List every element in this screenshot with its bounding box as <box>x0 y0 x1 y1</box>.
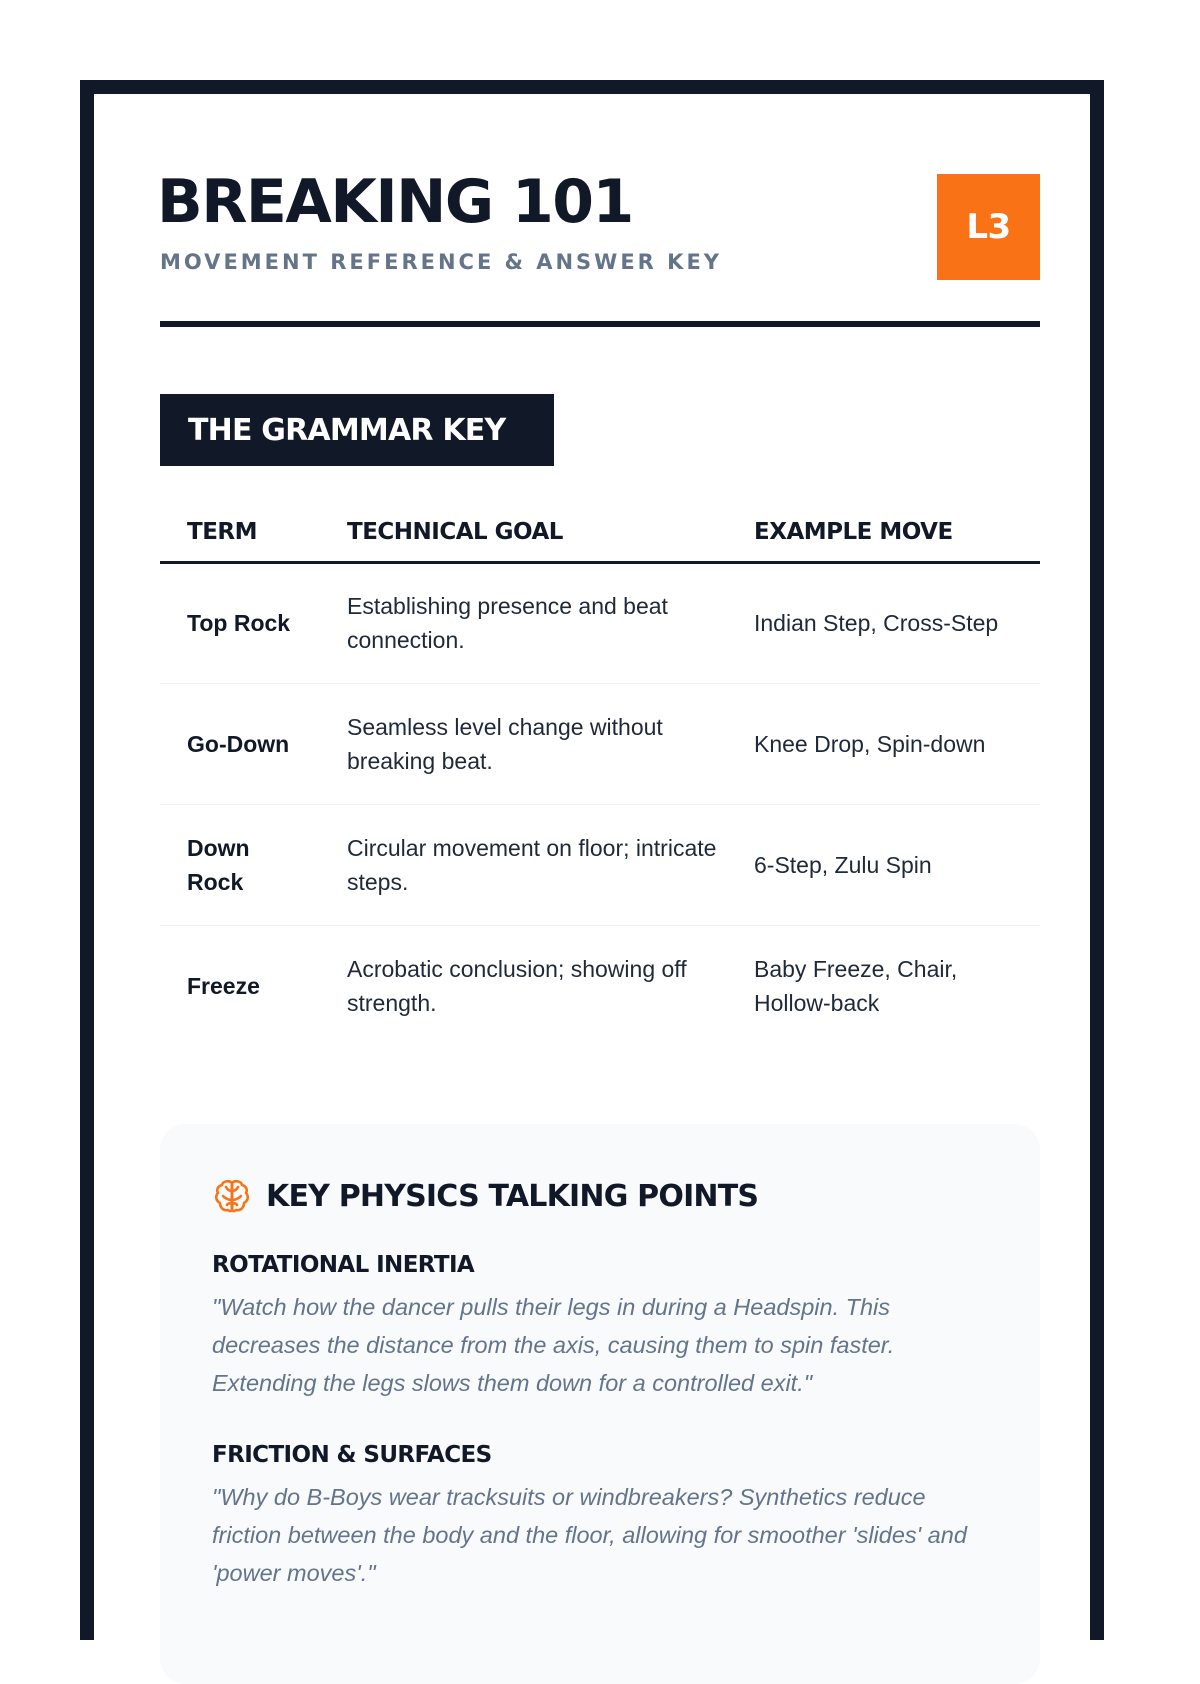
table-header-row <box>160 504 1040 562</box>
talking-point-rotational-inertia <box>212 1252 992 1402</box>
table-row <box>160 562 1040 683</box>
row-term: Down Rock <box>160 804 320 925</box>
row-example: Indian Step, Cross-Step <box>727 562 1040 683</box>
row-goal: Seamless level change without breaking beat. <box>320 683 727 804</box>
row-example: Knee Drop, Spin-down <box>727 683 1040 804</box>
grammar-section-label: THE GRAMMAR KEY <box>160 394 554 466</box>
row-goal: Establishing presence and beat connection. <box>320 562 727 683</box>
talking-point-title: ROTATIONAL INERTIA <box>212 1252 475 1278</box>
brain-icon <box>212 1176 252 1216</box>
row-term: Go-Down <box>160 683 320 804</box>
table-row <box>160 925 1040 1046</box>
physics-heading <box>212 1176 758 1216</box>
column-header-example: EXAMPLE MOVE <box>727 504 1040 562</box>
reference-sheet <box>80 80 1104 1640</box>
column-header-goal: TECHNICAL GOAL <box>320 504 727 562</box>
table-row <box>160 683 1040 804</box>
page-subtitle: MOVEMENT REFERENCE & ANSWER KEY <box>160 250 722 274</box>
physics-panel <box>160 1124 1040 1684</box>
table-row <box>160 804 1040 925</box>
row-example: Baby Freeze, Chair, Hollow-back <box>754 955 958 1016</box>
grammar-table <box>160 504 1040 1046</box>
header-divider <box>160 321 1040 327</box>
row-goal: Acrobatic conclusion; showing off strength. <box>347 955 687 1016</box>
column-header-term: TERM <box>160 504 320 562</box>
talking-point-title: FRICTION & SURFACES <box>212 1442 492 1468</box>
row-example: 6-Step, Zulu Spin <box>727 804 1040 925</box>
sheet-content <box>157 94 1040 1586</box>
row-term: Freeze <box>187 972 260 999</box>
row-term: Top Rock <box>160 562 320 683</box>
level-badge: L3 <box>937 174 1040 280</box>
talking-point-quote: "Why do B-Boys wear tracksuits or windbreakers? Synthetics reduce friction between the body and the floor, allowing for smoother 'slides' and 'power moves'." <box>212 1484 967 1586</box>
page-title: BREAKING 101 <box>157 167 633 237</box>
physics-title: KEY PHYSICS TALKING POINTS <box>266 1178 759 1214</box>
row-goal: Circular movement on floor; intricate steps. <box>320 804 727 925</box>
talking-point-quote: "Watch how the dancer pulls their legs in during a Headspin. This decreases the distance from the axis, causing them to spin faster. Extending the legs slows them down for a controlled exit." <box>212 1294 895 1396</box>
talking-point-friction <box>212 1442 992 1592</box>
sheet-header <box>157 94 1040 324</box>
